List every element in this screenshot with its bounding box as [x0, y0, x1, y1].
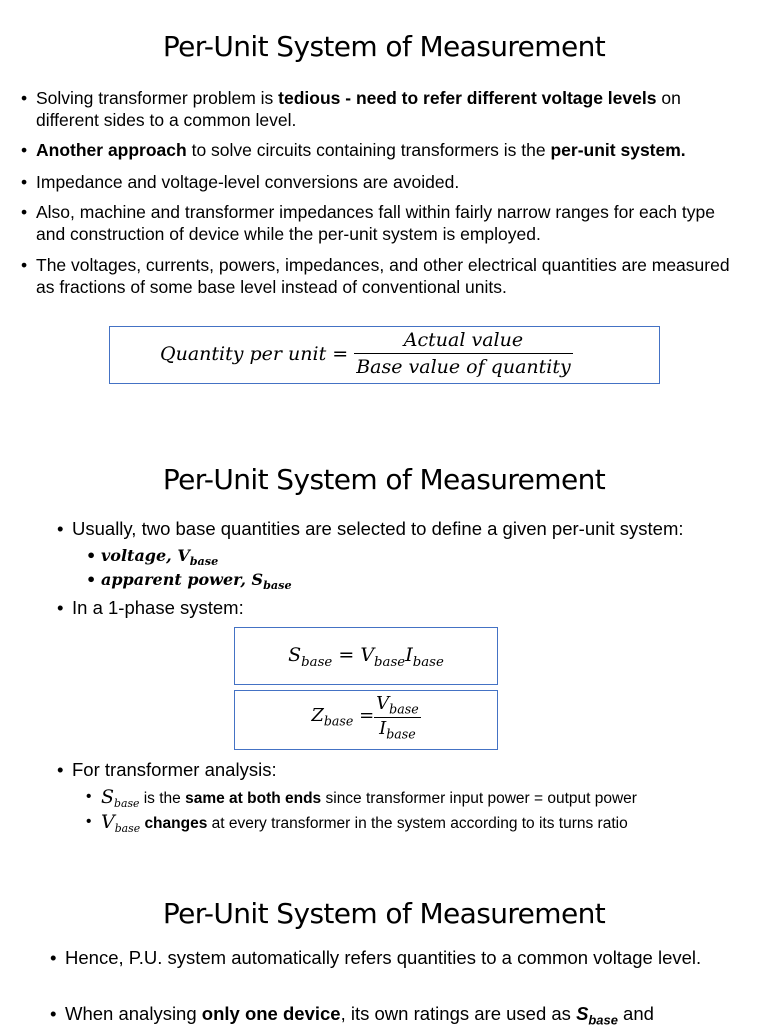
slide-2-sub-bullet-s-base: • $S_{base}$ is the same at both ends since transformer input power = output power: [86, 786, 637, 811]
bullet-icon: •: [50, 947, 57, 968]
s-base-equation-box: [234, 627, 498, 685]
bullet-icon: •: [21, 172, 28, 192]
slide-1-bullet-5: • The voltages, currents, powers, impedances, and other electrical quantities are measured as fractions of some base level instead of conventional units.: [21, 255, 730, 297]
s-base-equation: $S_{base} = V_{base}I_{base}$: [288, 644, 444, 670]
slide-2-bullet-1: • Usually, two base quantities are selected to define a given per-unit system:: [57, 518, 684, 539]
bullet-icon: •: [86, 813, 92, 830]
per-unit-formula: Quantity per unit = $\frac{\text{Actual value}}{\text{Base value of quantity}}$: [160, 329, 571, 378]
slide-1-bullet-3: • Impedance and voltage-level conversions are avoided.: [21, 172, 460, 192]
per-unit-formula-box: [109, 326, 660, 384]
z-base-equation: $Z_{base}$ = $\frac{V_{base}}{I_{base}}$: [311, 693, 419, 742]
slide-3-bullet-2: • When analysing only one device, its own ratings are used as $S_{base}$ and: [50, 1003, 654, 1028]
bullet-icon: •: [57, 759, 64, 780]
slide-2-title: Per-Unit System of Measurement: [162, 463, 606, 496]
z-base-equation-box: [234, 690, 498, 750]
bullet-icon: •: [86, 570, 97, 589]
bullet-icon: •: [21, 202, 28, 222]
slide-3-bullet-1: • Hence, P.U. system automatically refers quantities to a common voltage level.: [50, 947, 702, 968]
slide-2-sub-bullet-apparent-power: • apparent power, $S_{base}$: [86, 570, 292, 593]
slide-2-sub-bullet-v-base: • $V_{base}$ changes at every transformer in the system according to its turns ratio: [86, 811, 628, 836]
bullet-icon: •: [57, 597, 64, 618]
slide-3-title: Per-Unit System of Measurement: [162, 897, 606, 930]
bullet-icon: •: [86, 788, 92, 805]
bullet-icon: •: [86, 546, 97, 565]
slide-1-title: Per-Unit System of Measurement: [162, 30, 606, 63]
slide-1-bullet-2: • Another approach to solve circuits containing transformers is the per-unit system.: [21, 140, 686, 160]
bullet-icon: •: [21, 255, 28, 275]
bullet-icon: •: [50, 1003, 57, 1024]
slide-2-bullet-3: • For transformer analysis:: [57, 759, 277, 780]
bullet-icon: •: [21, 140, 28, 160]
slide-2-bullet-2: • In a 1-phase system:: [57, 597, 244, 618]
slide-2-sub-bullet-voltage: • voltage, $V_{base}$: [86, 546, 219, 569]
slide-1-bullet-1: • Solving transformer problem is tedious - need to refer different voltage levels on different sides to a common level.: [21, 88, 681, 130]
bullet-icon: •: [57, 518, 64, 539]
slide-1-bullet-4: • Also, machine and transformer impedances fall within fairly narrow ranges for each type and construction of device while the per-unit system is employed.: [21, 202, 715, 244]
bullet-icon: •: [21, 88, 28, 108]
